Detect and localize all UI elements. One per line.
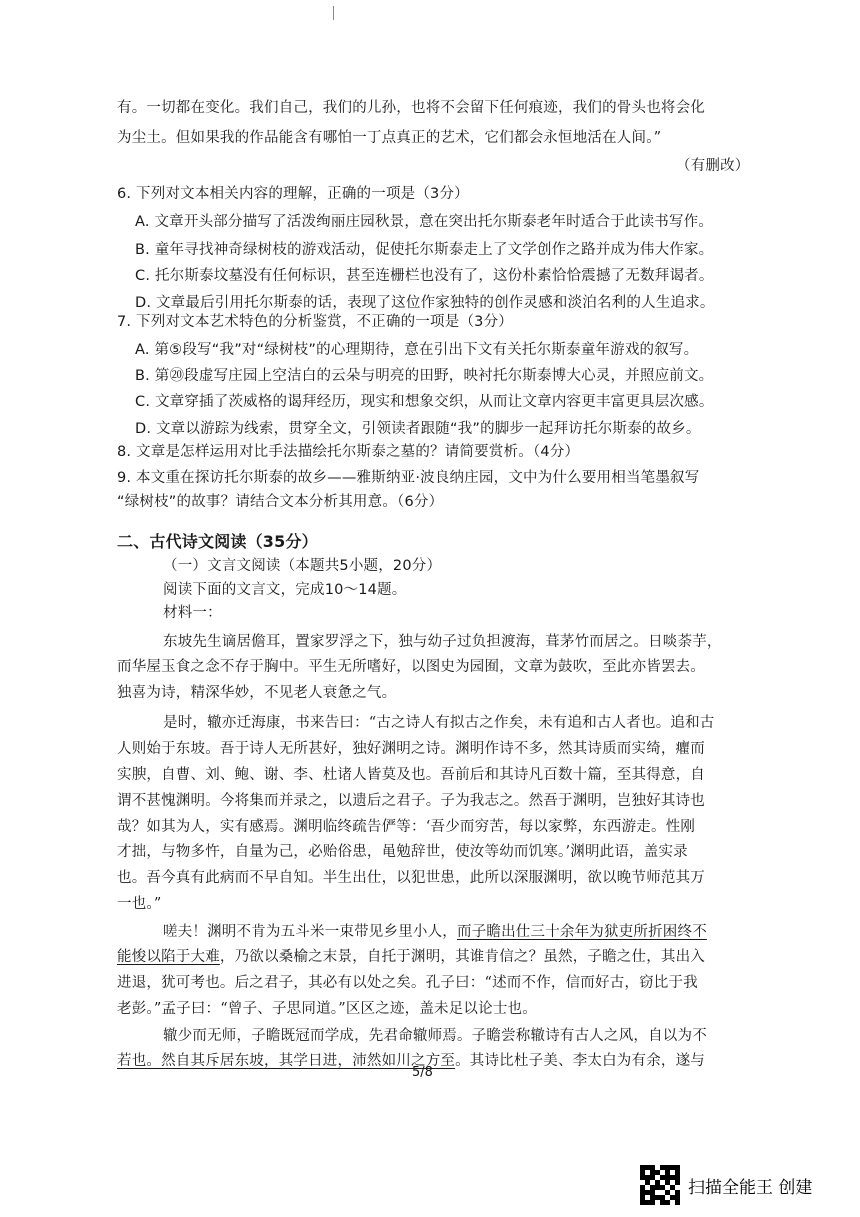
passage-line: 也。吾今真有此病而不早自知。半生出仕，以犯世患，此所以深服渊明，欲以晚节师范其万 [117, 870, 705, 886]
q6-option-d: D. 文章最后引用托尔斯泰的话，表现了这位作家独特的创作灵感和淡泊名利的人生追求。 [135, 295, 715, 311]
instruction: 阅读下面的文言文，完成10～14题。 [163, 582, 407, 598]
passage-line: 谓不甚愧渊明。今将集而并录之，以遗后之君子。子为我志之。然吾于渊明，岂独好其诗也 [117, 793, 705, 809]
passage-line: 是时，辙亦迁海康，书来告曰：“古之诗人有拟古之作矣，未有追和古人者也。追和古 [163, 715, 715, 731]
passage-line: 嗟夫！渊明不肯为五斗米一束带见乡里小人，而子瞻出仕三十余年为狱吏所折困终不 [163, 924, 707, 940]
q7-option-d: D. 文章以游踪为线索，贯穿全文，引领读者跟随“我”的脚步一起拜访托尔斯泰的故乡。 [135, 421, 701, 437]
material-label: 材料一： [163, 605, 222, 621]
passage-line: 若也。然自其斥居东坡，其学日进，沛然如川之方至。其诗比杜子美、李太白为有余，遂与 [117, 1053, 706, 1069]
passage-line: 人则始于东坡。吾于诗人无所甚好，独好渊明之诗。渊明作诗不多，然其诗质而实绮，癯而 [117, 741, 705, 757]
passage-line: 实腴，自曹、刘、鲍、谢、李、杜诸人皆莫及也。吾前后和其诗凡百数十篇，至其得意，自 [117, 767, 705, 783]
q6-option-b: B. 童年寻找神奇绿树枝的游戏活动，促使托尔斯泰走上了文学创作之路并成为伟大作家。 [135, 242, 714, 258]
subsection-title: （一）文言文阅读（本题共5小题，20分） [163, 558, 442, 574]
text-line: 有。一切都在变化。我们自己，我们的儿孙，也将不会留下任何痕迹，我们的骨头也将会化 [117, 100, 705, 116]
watermark-label: 扫描全能王 创建 [688, 1177, 813, 1198]
question-8: 8. 文章是怎样运用对比手法描绘托尔斯泰之墓的？请简要赏析。（4分） [117, 444, 580, 460]
passage-line: 哉？如其为人，实有感焉。渊明临终疏告俨等：‘吾少而穷苦，每以家弊，东西游走。性刚 [117, 819, 696, 835]
source-note: （有删改） [676, 158, 750, 174]
q6-option-c: C. 托尔斯泰坟墓没有任何标识，甚至连栅栏也没有了，这份朴素恰恰震撼了无数拜谒者。 [135, 268, 714, 284]
q7-option-c: C. 文章穿插了茨威格的谒拜经历，现实和想象交织，从而让文章内容更丰富更具层次感。 [135, 394, 714, 410]
qr-code-icon [640, 1165, 680, 1205]
passage-line: 独喜为诗，精深华妙，不见老人衰惫之气。 [117, 685, 397, 701]
question-7: 7. 下列对文本艺术特色的分析鉴赏，不正确的一项是（3分） [117, 314, 513, 330]
scan-mark [333, 6, 334, 20]
passage-line: 而华屋玉食之念不存于胸中。平生无所嗜好，以图史为园囿，文章为鼓吹，至此亦皆罢去。 [117, 659, 705, 675]
q6-option-a: A. 文章开头部分描写了活泼绚丽庄园秋景，意在突出托尔斯泰老年时适合于此读书写作。 [135, 214, 714, 230]
passage-line: 老彭。”孟子曰：“曾子、子思同道。”区区之迹，盖未足以论士也。 [117, 1001, 537, 1017]
text-line: 为尘土。但如果我的作品能含有哪怕一丁点真正的艺术，它们都会永恒地活在人间。” [117, 130, 662, 146]
passage-line: 才拙，与物多忤，自量为己，必贻俗患，黾勉辞世，使汝等幼而饥寒。’渊明此语，盖实录 [117, 844, 688, 860]
scanner-watermark [640, 1163, 850, 1207]
passage-line: 能悛以陷于大难，乃欲以桑榆之末景，自托于渊明，其谁肯信之？虽然，子瞻之仕，其出入 [117, 949, 706, 965]
passage-line: 一也。” [117, 896, 162, 912]
question-6: 6. 下列对文本相关内容的理解，正确的一项是（3分） [117, 186, 469, 202]
page-number: 5/8 [412, 1065, 433, 1080]
q7-option-b: B. 第⑳段虚写庄园上空洁白的云朵与明亮的田野，映衬托尔斯泰博大心灵，并照应前文。 [135, 368, 714, 384]
section-title: 二、古代诗文阅读（35分） [117, 532, 318, 551]
question-9: 9. 本文重在探访托尔斯泰的故乡——雅斯纳亚·波良纳庄园，文中为什么要用相当笔墨叙写 [117, 470, 700, 486]
passage-line: 东坡先生谪居儋耳，置家罗浮之下，独与幼子过负担渡海，葺茅竹而居之。日啖荼芋， [163, 634, 722, 650]
passage-line: 进退，犹可考也。后之君子，其必有以处之矣。孔子曰：“述而不作，信而好古，窃比于我 [117, 975, 698, 991]
passage-line: 辙少而无师，子瞻既冠而学成，先君命辙师焉。子瞻尝称辙诗有古人之风，自以为不 [163, 1028, 707, 1044]
question-9-cont: “绿树枝”的故事？请结合文本分析其用意。（6分） [117, 494, 444, 510]
q7-option-a: A. 第⑤段写“我”对“绿树枝”的心理期待，意在引出下文有关托尔斯泰童年游戏的叙写。 [135, 342, 699, 358]
